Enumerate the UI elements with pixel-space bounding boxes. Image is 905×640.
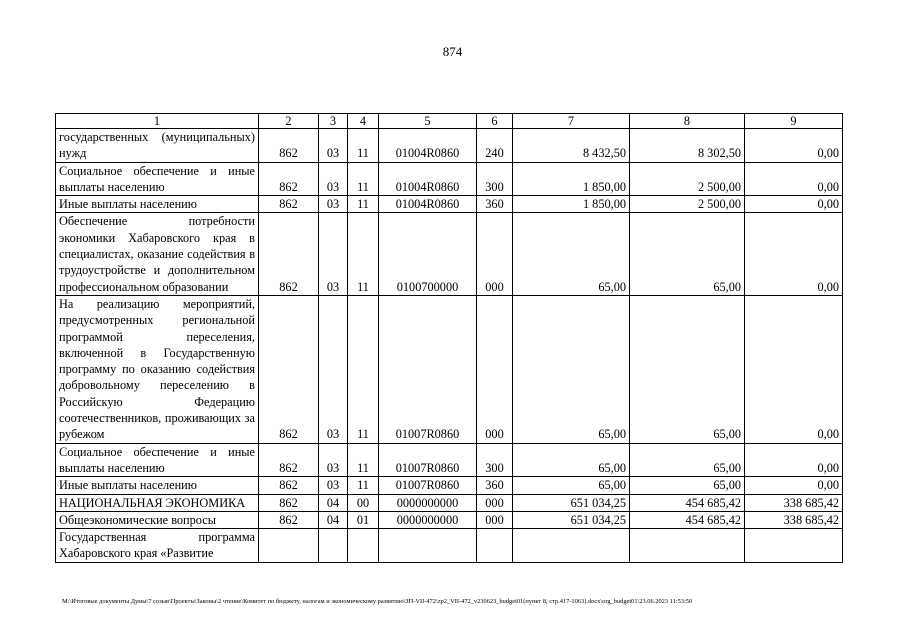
page-number: 874 (442, 44, 463, 59)
row-section: 04 (319, 494, 348, 511)
row-value-3: 0,00 (745, 295, 843, 443)
row-target-code: 0000000000 (379, 511, 477, 528)
table-row (56, 511, 843, 528)
header-cell: 2 (259, 114, 319, 129)
row-subsection: 11 (348, 295, 379, 443)
row-section (319, 529, 348, 563)
row-value-3: 338 685,42 (745, 494, 843, 511)
row-value-2: 65,00 (630, 477, 745, 494)
table-row (56, 443, 843, 477)
row-section: 03 (319, 443, 348, 477)
header-cell: 5 (379, 114, 477, 129)
table-row (56, 162, 843, 196)
row-target-code: 01004R0860 (379, 196, 477, 213)
row-expense-type: 000 (477, 511, 513, 528)
row-expense-type: 360 (477, 477, 513, 494)
row-name: Государственная программа Хабаровского края «Развитие (56, 529, 259, 563)
header-cell: 1 (56, 114, 259, 129)
row-target-code: 01007R0860 (379, 443, 477, 477)
table-row (56, 477, 843, 494)
row-value-1: 8 432,50 (513, 129, 630, 163)
row-subsection: 01 (348, 511, 379, 528)
row-subsection: 11 (348, 477, 379, 494)
row-value-1 (513, 529, 630, 563)
row-value-2: 65,00 (630, 295, 745, 443)
row-value-3: 0,00 (745, 129, 843, 163)
row-grbs: 862 (259, 213, 319, 295)
row-name: Обеспечение потребности экономики Хабаровского края в специалистах, оказание содействия в трудоустройстве и дополнительном профессиональном образовании (56, 213, 259, 295)
row-grbs (259, 529, 319, 563)
header-row (56, 114, 843, 129)
row-value-2: 2 500,00 (630, 162, 745, 196)
header-cell: 7 (513, 114, 630, 129)
row-value-1: 651 034,25 (513, 511, 630, 528)
row-name: государственных (муниципальных) нужд (56, 129, 259, 163)
row-target-code: 0000000000 (379, 494, 477, 511)
row-name: Общеэкономические вопросы (56, 511, 259, 528)
row-value-3: 0,00 (745, 443, 843, 477)
row-grbs: 862 (259, 295, 319, 443)
row-value-1: 651 034,25 (513, 494, 630, 511)
header-cell: 8 (630, 114, 745, 129)
row-value-2: 2 500,00 (630, 196, 745, 213)
row-subsection: 11 (348, 162, 379, 196)
row-value-2: 454 685,42 (630, 511, 745, 528)
row-expense-type (477, 529, 513, 563)
row-value-3: 0,00 (745, 162, 843, 196)
row-section: 03 (319, 196, 348, 213)
row-value-3: 0,00 (745, 196, 843, 213)
header-cell: 4 (348, 114, 379, 129)
row-expense-type: 300 (477, 443, 513, 477)
row-section: 03 (319, 295, 348, 443)
header-cell: 9 (745, 114, 843, 129)
table-row (56, 213, 843, 295)
row-subsection: 11 (348, 196, 379, 213)
row-name: Социальное обеспечение и иные выплаты населению (56, 443, 259, 477)
row-expense-type: 000 (477, 295, 513, 443)
row-value-2: 65,00 (630, 213, 745, 295)
row-expense-type: 000 (477, 213, 513, 295)
budget-table (55, 113, 843, 563)
row-name: Иные выплаты населению (56, 477, 259, 494)
table-row (56, 494, 843, 511)
row-target-code (379, 529, 477, 563)
row-subsection: 11 (348, 443, 379, 477)
row-expense-type: 300 (477, 162, 513, 196)
row-value-2: 454 685,42 (630, 494, 745, 511)
document-footer-path: M:\Итоговые документы Думы\7 созыв\Проекты\Законы\2 чтение\Комитет по бюджету, налогам и экономическому развитию\ЗП-VII-472\zp2_VII-472_v230623_budget01(пункт 8, стр.417-1063).docx\org_budget01\23.06.2023 11:53:50 (62, 598, 693, 605)
row-value-3: 338 685,42 (745, 511, 843, 528)
row-section: 03 (319, 213, 348, 295)
row-value-3: 0,00 (745, 213, 843, 295)
row-section: 03 (319, 477, 348, 494)
row-target-code: 01004R0860 (379, 162, 477, 196)
row-target-code: 0100700000 (379, 213, 477, 295)
row-expense-type: 360 (477, 196, 513, 213)
row-value-1: 65,00 (513, 295, 630, 443)
row-grbs: 862 (259, 162, 319, 196)
row-value-1: 65,00 (513, 477, 630, 494)
row-grbs: 862 (259, 196, 319, 213)
row-grbs: 862 (259, 443, 319, 477)
row-value-2 (630, 529, 745, 563)
row-value-2: 65,00 (630, 443, 745, 477)
row-subsection: 11 (348, 213, 379, 295)
row-value-3: 0,00 (745, 477, 843, 494)
table-row (56, 196, 843, 213)
row-grbs: 862 (259, 129, 319, 163)
row-expense-type: 000 (477, 494, 513, 511)
table-row (56, 129, 843, 163)
row-name: НАЦИОНАЛЬНАЯ ЭКОНОМИКА (56, 494, 259, 511)
row-value-3 (745, 529, 843, 563)
row-grbs: 862 (259, 511, 319, 528)
row-section: 03 (319, 162, 348, 196)
row-grbs: 862 (259, 477, 319, 494)
row-expense-type: 240 (477, 129, 513, 163)
row-grbs: 862 (259, 494, 319, 511)
row-section: 04 (319, 511, 348, 528)
table-row (56, 295, 843, 443)
row-target-code: 01007R0860 (379, 295, 477, 443)
header-cell: 6 (477, 114, 513, 129)
row-value-1: 65,00 (513, 213, 630, 295)
row-name: Иные выплаты населению (56, 196, 259, 213)
row-target-code: 01004R0860 (379, 129, 477, 163)
row-section: 03 (319, 129, 348, 163)
row-value-1: 1 850,00 (513, 162, 630, 196)
row-value-1: 65,00 (513, 443, 630, 477)
row-value-2: 8 302,50 (630, 129, 745, 163)
row-name: Социальное обеспечение и иные выплаты населению (56, 162, 259, 196)
row-name: На реализацию мероприятий, предусмотренных региональной программой переселения, включенной в Государственную программу по оказанию содействия добровольному переселению в Российскую Федерацию соотечественников, проживающих за рубежом (56, 295, 259, 443)
row-subsection: 00 (348, 494, 379, 511)
table-row (56, 529, 843, 563)
row-target-code: 01007R0860 (379, 477, 477, 494)
header-cell: 3 (319, 114, 348, 129)
row-value-1: 1 850,00 (513, 196, 630, 213)
row-subsection (348, 529, 379, 563)
row-subsection: 11 (348, 129, 379, 163)
